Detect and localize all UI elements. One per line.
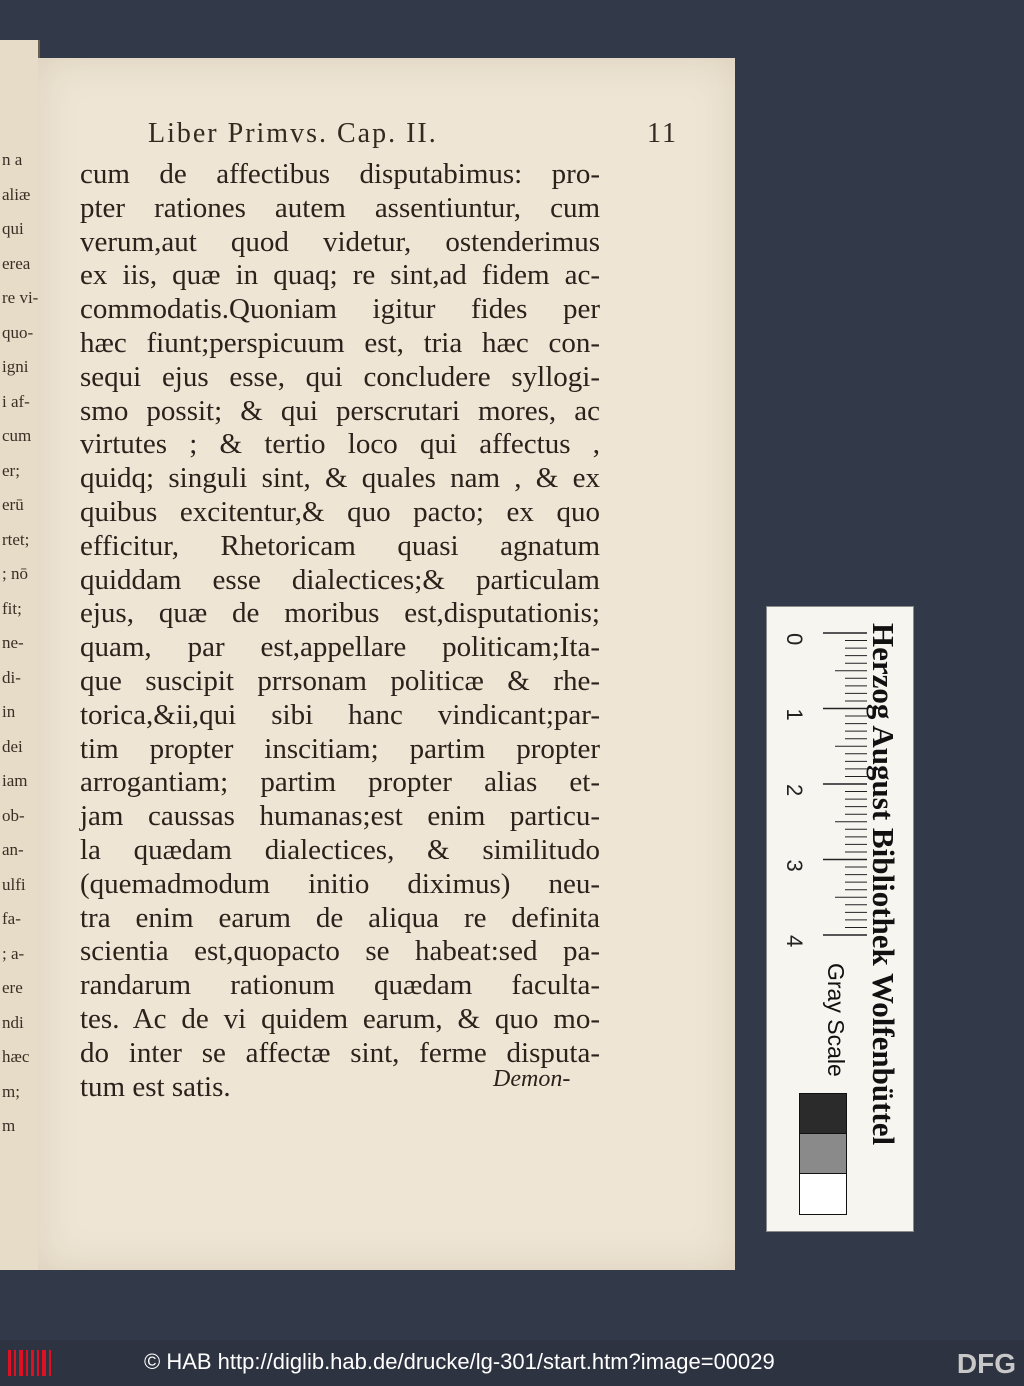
text-line: la quædam dialectices, & similitudo xyxy=(80,833,600,866)
text-line: tes. Ac de vi quidem earum, & quo mo- xyxy=(80,1002,600,1035)
text-line: (quemadmodum initio diximus) neu- xyxy=(80,867,600,900)
ruler-scale xyxy=(767,607,867,1007)
facing-page-fragment: hæc xyxy=(2,1047,30,1066)
facing-page-fragment: qui xyxy=(2,219,24,238)
gray-patch-mid xyxy=(799,1133,847,1175)
facing-page-fragment: erea xyxy=(2,253,31,273)
facing-page-fragment: ob- xyxy=(2,805,25,825)
text-line: jam caussas humanas;est enim particu- xyxy=(80,800,600,833)
text-line: hæc fiunt;perspicuum est, tria hæc con- xyxy=(80,326,600,359)
text-line: randarum rationum quædam faculta- xyxy=(80,969,600,1002)
color-ruler xyxy=(766,606,914,1232)
ruler-scale-label: 3 xyxy=(782,859,807,872)
facing-page-fragment: re vi- xyxy=(2,288,39,307)
facing-page-fragment: fit; xyxy=(2,598,22,618)
facing-page-fragment: cum xyxy=(2,426,32,445)
facing-page-fragment: quo- xyxy=(2,322,34,342)
facing-page-fragment: rtet; xyxy=(2,529,30,549)
text-line: sequi ejus esse, qui concludere syllogi- xyxy=(80,360,600,393)
ruler-scale-label: 4 xyxy=(782,935,807,948)
text-line: ex iis, quæ in quaq; re sint,ad fidem ac- xyxy=(80,259,600,292)
text-line: torica,&ii,qui sibi hanc vindicant;par- xyxy=(80,698,600,731)
text-line: verum,aut quod videtur, ostenderimus xyxy=(80,225,600,258)
text-line: efficitur, Rhetoricam quasi agnatum xyxy=(80,529,600,562)
facing-page-edge xyxy=(0,40,40,1270)
facing-page-fragment: er; xyxy=(2,460,20,480)
text-line: cum de affectibus disputabimus: pro- xyxy=(80,158,600,190)
facing-page-fragment: dei xyxy=(2,736,23,756)
catchword: Demon- xyxy=(493,1066,571,1092)
text-line: que suscipit prrsonam politicæ & rhe- xyxy=(80,664,600,697)
ruler-title: Herzog August Bibliothek Wolfenbüttel xyxy=(866,623,901,1146)
ruler-scale-label: 1 xyxy=(782,708,807,721)
text-line: quiddam esse dialectices;& particulam xyxy=(80,563,600,596)
facing-page-fragment: ; a- xyxy=(2,943,25,963)
facing-page-fragment: igni xyxy=(2,357,29,376)
text-line: quibus excitentur,& quo pacto; ex quo xyxy=(80,495,600,528)
text-line: pter rationes autem assentiuntur, cum xyxy=(80,191,600,224)
text-block xyxy=(80,158,600,1104)
facing-page-fragment: ere xyxy=(2,978,23,997)
gray-scale-label: Gray Scale xyxy=(823,963,849,1077)
ruler-scale-label: 2 xyxy=(782,784,807,797)
text-line: do inter se affectæ sint, ferme disputa- xyxy=(80,1036,600,1069)
ruler-title-box xyxy=(867,623,915,1223)
barcode-icon xyxy=(8,1350,52,1376)
text-line: commodatis.Quoniam igitur fides per xyxy=(80,293,600,326)
text-line: tra enim earum de aliqua re definita xyxy=(80,901,600,934)
facing-page-fragment: ne- xyxy=(2,633,24,652)
facing-page-fragment: in xyxy=(2,702,16,721)
text-line: ejus, quæ de moribus est,disputationis; xyxy=(80,597,600,630)
text-line: tum est satis. xyxy=(80,1070,231,1103)
copyright-url[interactable]: © HAB http://diglib.hab.de/drucke/lg-301/start.htm?image=00029 xyxy=(144,1349,775,1374)
facing-page-fragment: i af- xyxy=(2,391,30,411)
facing-page-fragment: ; nō xyxy=(2,564,28,583)
facing-page-fragment: aliæ xyxy=(2,184,31,204)
facing-page-fragment: m; xyxy=(2,1081,20,1101)
book-page xyxy=(38,58,735,1270)
dfg-logo: DFG xyxy=(956,1348,1016,1379)
text-line: quam, par est,appellare politicam;Ita- xyxy=(80,631,600,664)
text-line: virtutes ; & tertio loco qui affectus , xyxy=(80,428,600,461)
text-line: quidq; singuli sint, & quales nam , & ex xyxy=(80,462,600,495)
header-title: Liber Primvs. Cap. II. xyxy=(148,118,438,149)
facing-page-fragment: fa- xyxy=(2,909,21,928)
facing-page-fragment: di- xyxy=(2,667,21,687)
running-header xyxy=(148,118,678,150)
facing-page-fragment: ulfi xyxy=(2,874,26,894)
text-line: smo possit; & qui perscrutari mores, ac xyxy=(80,394,600,427)
facing-page-fragment: an- xyxy=(2,840,24,859)
text-line: scientia est,quopacto se habeat:sed pa- xyxy=(80,935,600,968)
facing-page-fragment: m xyxy=(2,1116,16,1135)
text-line: tim propter inscitiam; partim propter xyxy=(80,732,600,765)
facing-page-fragment: iam xyxy=(2,771,28,790)
facing-page-fragment: n a xyxy=(2,150,23,169)
footer-bar xyxy=(0,1340,1024,1386)
gray-patch-light xyxy=(799,1173,847,1215)
facing-page-fragment: ndi xyxy=(2,1012,24,1032)
text-line: arrogantiam; partim propter alias et- xyxy=(80,766,600,799)
page-number: 11 xyxy=(647,118,678,149)
ruler-scale-label: 0 xyxy=(782,633,807,646)
facing-page-fragment: erū xyxy=(2,495,24,514)
gray-patch-dark xyxy=(799,1093,847,1135)
